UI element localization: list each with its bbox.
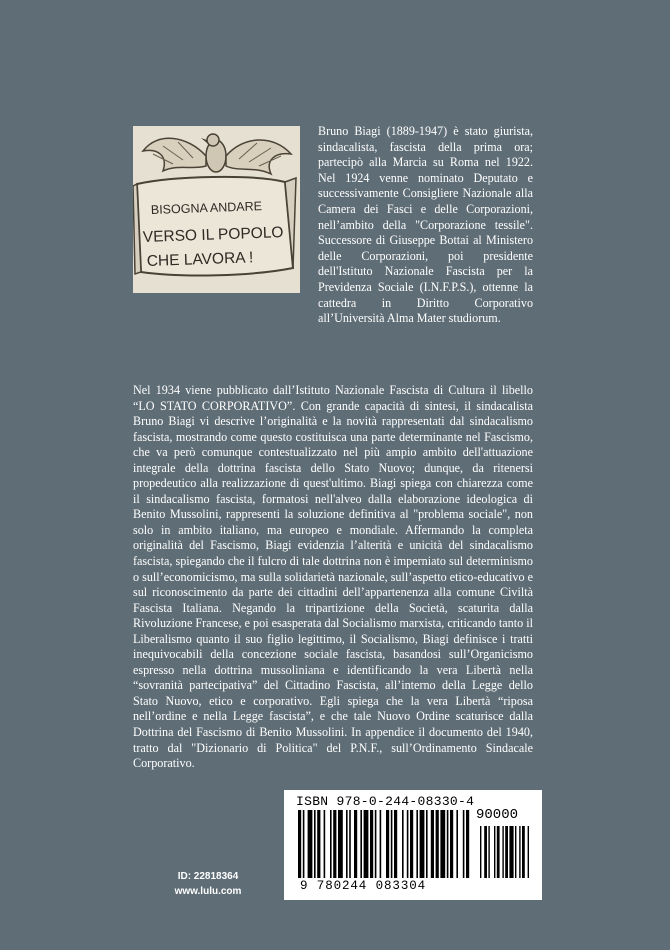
barcode-bar [330,810,332,878]
author-bio: Bruno Biagi (1889-1947) è stato giurista, sindacalista, fascista della prima ora; partecipò alla Marcia su Roma nel 1922. Nel 1924 venne nominato Deputato e successivamente Consigliere Nazionale alla Camera dei Fasci e delle Corporazioni, nell’ambito della "Corporazione tessile". Successore di Giuseppe Bottai al Ministero delle Corporazioni, poi presidente dell'Istituto Nazionale Fascista per la Previdenza Sociale (I.N.F.P.S.), ottenne la cattedra in Diritto Corporativo all’Università Alma Mater studiorum. [318,124,533,326]
price-code: 90000 [476,807,519,823]
barcode-bar [375,810,377,878]
price-bar [488,826,489,878]
barcode-bar [431,810,434,878]
price-bar [519,826,520,878]
barcode-bar [436,810,439,878]
publisher-info [133,869,283,899]
price-bar [515,826,516,878]
eagle-banner-image [133,126,300,293]
barcode-bar [317,810,320,878]
price-bar [505,826,508,878]
barcode-bar [386,810,389,878]
barcode-bar [298,810,301,878]
barcode-bar [407,810,409,878]
barcode-bar [360,810,362,878]
barcode-bar [338,810,343,878]
banner-line-1: BISOGNA ANDARE [150,199,263,217]
price-bar [480,826,481,878]
price-bar [484,826,487,878]
barcode-bar [349,810,351,878]
banner-line-2: VERSO IL POPOLO [142,224,284,246]
price-bar [528,826,529,878]
barcode-bar [447,810,449,878]
barcode-bar [354,810,357,878]
barcode-bar [303,810,305,878]
price-bar [502,826,503,878]
barcode-bar [402,810,404,878]
barcode-bar [308,810,313,878]
barcode-digits: 9 780244 083304 [300,879,427,893]
barcode-bar [394,810,397,878]
isbn-barcode [284,790,542,900]
barcode-bar [426,810,428,878]
barcode-bar [333,810,336,878]
barcode-bar [456,810,458,878]
price-bar [497,826,500,878]
isbn-label: ISBN 978-0-244-08330-4 [296,794,475,809]
barcode-bar [391,810,393,878]
barcode-bar [314,810,316,878]
barcode-bar [440,810,445,878]
barcode-bar [450,810,453,878]
barcode-bar [324,810,326,878]
barcode-bar [370,810,373,878]
banner-line-3: CHE LAVORA ! [146,249,254,270]
price-bar [522,826,525,878]
price-bar [509,826,513,878]
barcode-bar [463,810,465,878]
price-bar [494,826,495,878]
barcode-bar [364,810,369,878]
book-synopsis: Nel 1934 viene pubblicato dall’Istituto Nazionale Fascista di Cultura il libello “LO STATO CORPORATIVO”. Con grande capacità di sintesi, il sindacalista Bruno Biagi vi descrive l’originalità e la novità rappresentati dal sindacalismo fascista, mostrando come questo costituisca una parte determinante nel Fascismo, che va però comunque contestualizzato nel più ampio ambito dell'attuazione integrale della dottrina fascista dello Stato Nuovo; dunque, da ritenersi propedeutico alla realizzazione di quest'ultimo. Biagi spiega con chiarezza come il sindacalismo fascista, formatosi nell'alveo dalla elaborazione ideologica di Benito Mussolini, rappresenti la soluzione definitiva al "problema sociale", non solo in ambito italiano, ma europeo e mondiale. Affermando la completa originalità del Fascismo, Biagi evidenzia l’alterità e unicità del sindacalismo fascista, spiegando che il fulcro di tale dottrina non è imperniato sul determinismo o sull’economicismo, ma sulla solidarietà nazionale, sull’aspetto etico-educativo e sul riconoscimento da parte dei cittadini dell’appartenenza alla comune Civiltà Fascista Italiana. Negando la tripartizione della Società, scaturita dalla Rivoluzione Francese, e poi esasperata dal Socialismo marxista, criticando tanto il Liberalismo quanto il suo figlio legittimo, il Socialismo, Biagi definisce i tratti inequivocabili della concezione sociale fascista, basandosi sull’Organicismo espresso nella dottrina mussoliniana e identificando la vera Libertà nella “sovranità partecipativa” del Cittadino Fascista, all’interno della Legge dello Stato Nuovo, etico e corporativo. Egli spiega che la vera Libertà “riposa nell’ordine e nella Legge fascista”, e che tale Nuovo Ordine scaturisce dalla Dottrina del Fascismo di Benito Mussolini. In appendice il documento del 1940, tratto dal "Dizionario di Politica" del P.N.F., sull’Ordinamento Sindacale Corporativo. [133,383,533,771]
id-label: ID: 22818364 [177,871,239,882]
barcode-bar [420,810,425,878]
website-label: www.lulu.com [174,886,242,897]
barcode-bar [466,810,469,878]
cover-illustration [133,126,300,293]
barcode-bar [410,810,413,878]
barcode-bar [346,810,348,878]
barcode-bar [416,810,418,878]
barcode-bar [380,810,382,878]
